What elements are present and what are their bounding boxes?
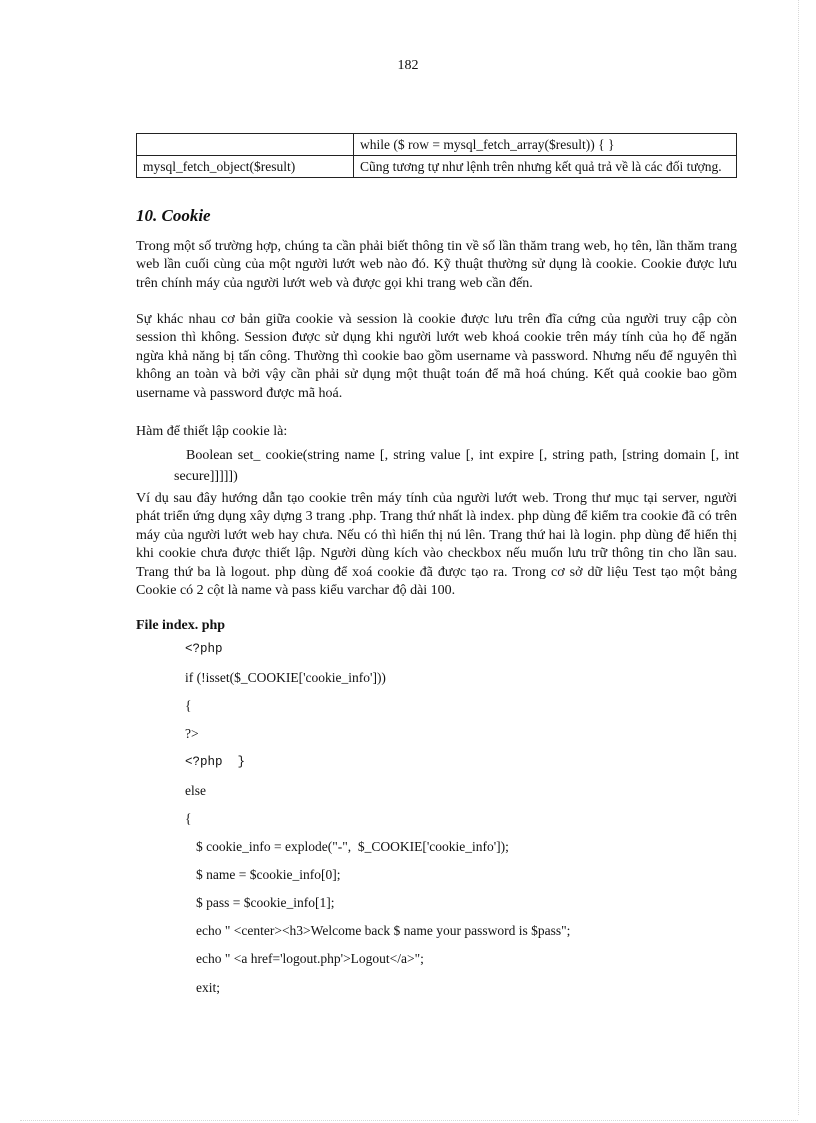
code-line: else: [185, 783, 206, 798]
section-heading: 10. Cookie: [136, 206, 211, 225]
code-line: $ cookie_info = explode("-", $_COOKIE['cookie_info']);: [196, 839, 509, 854]
table-row: [137, 134, 737, 156]
table-cell-function: [137, 134, 354, 156]
page-edge-bottom: [20, 1120, 798, 1121]
code-line: ?>: [185, 726, 199, 741]
code-line: echo " <center><h3>Welcome back $ name your password is $pass";: [196, 923, 571, 938]
file-label: File index. php: [136, 618, 226, 633]
table-row: [137, 156, 737, 178]
paragraph-cookie-vs-session: Sự khác nhau cơ bản giữa cookie và session là cookie được lưu trên đĩa cứng của người truy cập còn session thì không. Session được sử dụng khi người lướt web khoá cookie trên máy tính của họ để ngăn ngừa khả năng bị tấn công. Thường thì cookie bao gồm username và password. Nhưng nếu để nguyên thì không an toàn và bởi vậy cần phải sử dụng một thuật toán để mã hoá chúng. Kết quả cookie bao gồm username và password được mã hoá.: [136, 312, 737, 401]
code-line: <?php: [185, 642, 223, 656]
page-edge-right: [798, 0, 799, 1115]
paragraph-example: Ví dụ sau đây hướng dẫn tạo cookie trên máy tính của người lướt web. Trong thư mục tại server, người phát triển ứng dụng xây dựng 3 trang .php. Trang thứ nhất là index. php dùng để kiểm tra cookie đã có trên máy của người lướt web hay chưa. Nếu có thì hiển thị nú lên. Trang thứ hai là login. php dùng để hiển thị khi cookie chưa được thiết lập. Người dùng kích vào checkbox nếu muốn lưu trữ thông tin cho lần sau. Trang thứ ba là logout. php dùng để xoá cookie đã được tạo ra. Trong cơ sở dữ liệu Test tạo một bảng Cookie có 2 cột là name và pass kiểu varchar độ dài 100.: [136, 491, 737, 599]
table-cell-description: while ($ row = mysql_fetch_array($result)) { }: [354, 134, 737, 156]
function-table: [136, 133, 737, 178]
paragraph-set-cookie-intro: Hàm để thiết lập cookie là:: [136, 424, 288, 439]
code-line: {: [185, 698, 192, 713]
code-line: <?php }: [185, 755, 246, 769]
code-line: {: [185, 811, 192, 826]
table-cell-function: mysql_fetch_object($result): [137, 156, 354, 178]
paragraph-intro: Trong một số trường hợp, chúng ta cần phải biết thông tin về số lần thăm trang web, họ tên, lần thăm trang web lần cuối cùng của một người lướt web nào đó. Kỹ thuật thường sử dụng là cookie. Cookie được lưu trên chính máy của người lướt web và được gọi khi trang web cần đến.: [136, 239, 737, 291]
code-line: if (!isset($_COOKIE['cookie_info'])): [185, 670, 386, 685]
code-line: $ pass = $cookie_info[1];: [196, 895, 335, 910]
code-line: exit;: [196, 980, 220, 995]
page-number: 182: [397, 58, 419, 73]
function-signature: Boolean set_ cookie(string name [, string value [, int expire [, string path, [string domain [, int secure]]]]]): [174, 448, 739, 484]
code-line: echo " <a href='logout.php'>Logout</a>";: [196, 951, 424, 966]
code-line: $ name = $cookie_info[0];: [196, 867, 341, 882]
table-cell-description: Cũng tương tự như lệnh trên nhưng kết quả trả về là các đối tượng.: [354, 156, 737, 178]
